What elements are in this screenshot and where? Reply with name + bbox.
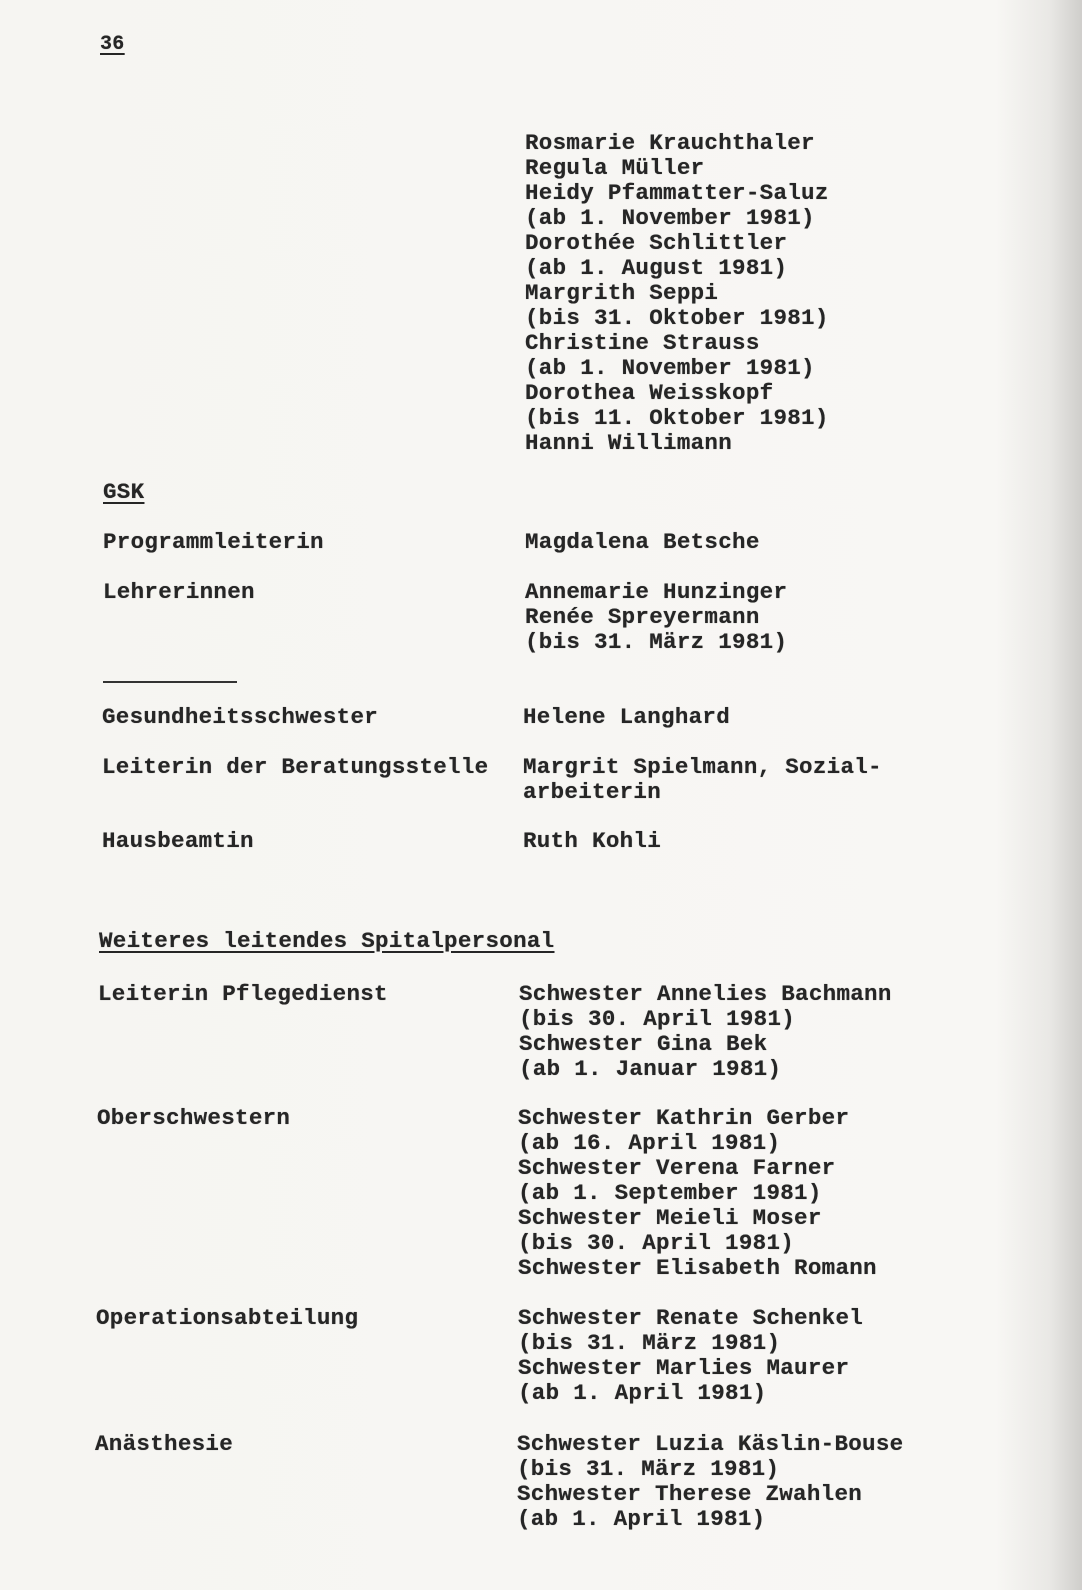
role-label: Leiterin Pflegedienst (98, 981, 388, 1007)
staff-entry: Schwester Annelies Bachmann (519, 981, 892, 1007)
staff-entry: (bis 30. April 1981) (518, 1230, 795, 1256)
staff-entry: (ab 1. Januar 1981) (519, 1056, 782, 1082)
staff-entry: Schwester Marlies Maurer (518, 1355, 850, 1381)
role-label: Anästhesie (95, 1431, 234, 1457)
staff-list-line: Margrith Seppi (525, 280, 719, 306)
staff-entry: Ruth Kohli (523, 828, 662, 854)
page-number: 36 (100, 33, 125, 56)
staff-list-line: Regula Müller (525, 155, 705, 181)
staff-entry: Schwester Therese Zwahlen (517, 1481, 863, 1507)
staff-list-line: (bis 11. Oktober 1981) (525, 405, 829, 431)
staff-entry: Schwester Meieli Moser (518, 1205, 822, 1231)
staff-entry: (bis 31. März 1981) (518, 1330, 781, 1356)
staff-list-line: (bis 31. Oktober 1981) (525, 305, 829, 331)
staff-entry: (bis 31. März 1981) (517, 1456, 780, 1482)
staff-entry: Margrit Spielmann, Sozial- (523, 754, 882, 780)
role-label: Leiterin der Beratungsstelle (102, 754, 489, 780)
staff-entry: (ab 16. April 1981) (518, 1130, 781, 1156)
staff-entry: Schwester Luzia Käslin-Bouse (517, 1431, 904, 1457)
role-label: Oberschwestern (97, 1105, 291, 1131)
staff-entry: arbeiterin (523, 779, 662, 805)
role-label: Programmleiterin (103, 529, 324, 555)
section-divider (103, 681, 237, 683)
staff-list-line: (ab 1. August 1981) (525, 255, 788, 281)
staff-list-line: Heidy Pfammatter-Saluz (525, 180, 829, 206)
staff-entry: (ab 1. September 1981) (518, 1180, 822, 1206)
staff-list-line: Christine Strauss (525, 330, 760, 356)
staff-entry: Magdalena Betsche (525, 529, 760, 555)
staff-list-line: Rosmarie Krauchthaler (525, 130, 815, 156)
staff-list-line: (ab 1. November 1981) (525, 355, 815, 381)
role-label: Operationsabteilung (96, 1305, 359, 1331)
staff-entry: Annemarie Hunzinger (525, 579, 788, 605)
staff-entry: (bis 30. April 1981) (519, 1006, 796, 1032)
role-label: Hausbeamtin (102, 828, 254, 854)
staff-entry: (ab 1. April 1981) (517, 1506, 766, 1532)
staff-entry: Schwester Gina Bek (519, 1031, 768, 1057)
role-label: Gesundheitsschwester (102, 704, 379, 730)
staff-entry: Schwester Elisabeth Romann (518, 1255, 877, 1281)
staff-list-line: Dorothée Schlittler (525, 230, 788, 256)
staff-entry: Schwester Verena Farner (518, 1155, 836, 1181)
staff-entry: (bis 31. März 1981) (525, 629, 788, 655)
staff-entry: Schwester Renate Schenkel (518, 1305, 864, 1331)
staff-list-line: Hanni Willimann (525, 430, 733, 456)
staff-entry: (ab 1. April 1981) (518, 1380, 767, 1406)
staff-entry: Schwester Kathrin Gerber (518, 1105, 850, 1131)
section-heading-spitalpersonal: Weiteres leitendes Spitalpersonal (99, 928, 555, 954)
staff-entry: Helene Langhard (523, 704, 731, 730)
role-label: Lehrerinnen (103, 579, 255, 605)
staff-entry: Renée Spreyermann (525, 604, 760, 630)
staff-list-line: Dorothea Weisskopf (525, 380, 774, 406)
section-heading-gsk: GSK (103, 479, 145, 505)
staff-list-line: (ab 1. November 1981) (525, 205, 815, 231)
